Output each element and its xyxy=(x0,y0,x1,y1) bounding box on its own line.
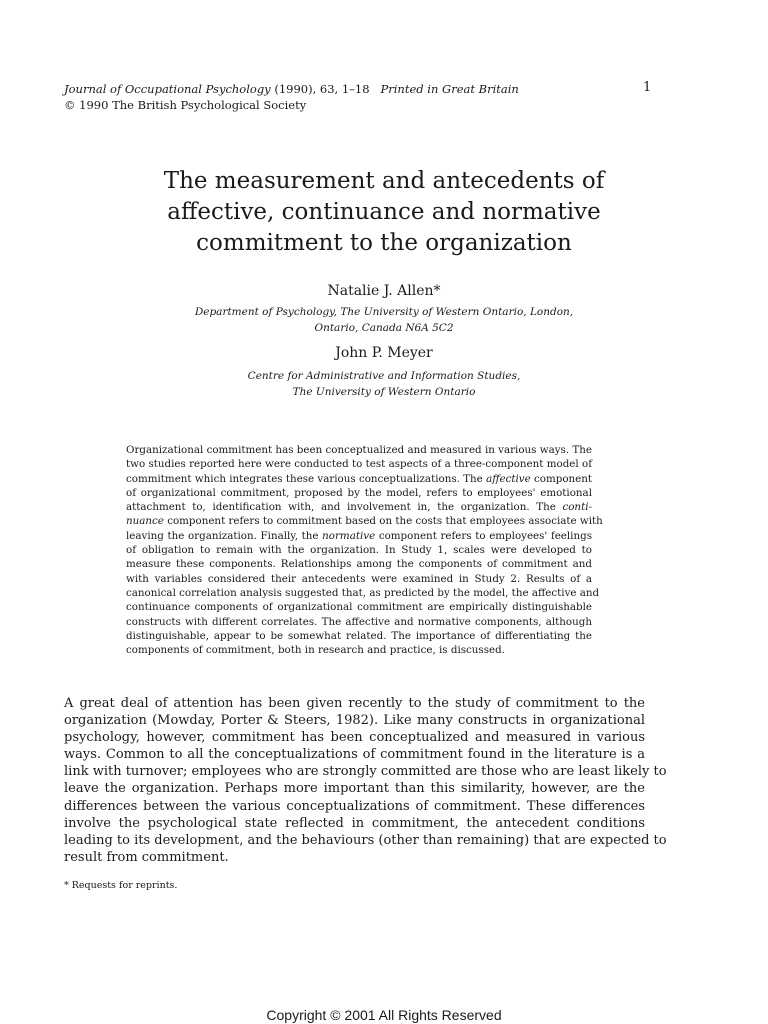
body-line: link with turnover; employees who are strongly committed are those who are least likely to xyxy=(64,764,667,780)
body-line: ways. Common to all the conceptualizations of commitment found in the literature is a xyxy=(64,747,645,763)
body-line: A great deal of attention has been given recently to the study of commitment to the xyxy=(64,696,645,711)
abstract xyxy=(126,443,603,657)
abstract-line: distinguishable, appear to be somewhat related. The importance of differentiating the xyxy=(126,629,592,642)
abstract-line: attachment to, identification with, and involvement in, the organization. The conti- xyxy=(126,501,592,514)
abstract-line: constructs with different correlates. The affective and normative components, although xyxy=(126,615,592,628)
emphasis-normative: normative xyxy=(322,529,376,542)
copyright-footer: Copyright © 2001 All Rights Reserved xyxy=(266,1007,502,1023)
affiliation-line: Department of Psychology, The University of Western Ontario, London, xyxy=(194,306,574,318)
abstract-line: two studies reported here were conducted to test aspects of a three-component model of xyxy=(126,458,592,471)
abstract-line: of organizational commitment, proposed by the model, refers to employees' emotional xyxy=(126,486,592,499)
author-affiliation xyxy=(100,304,668,336)
abstract-line: measure these components. Relationships among the components of commitment and xyxy=(126,558,592,571)
body-line: psychology, however, commitment has been conceptualized and measured in various xyxy=(64,730,645,746)
emphasis-continuance: conti- xyxy=(562,501,592,514)
title-line: commitment to the organization xyxy=(196,230,572,256)
author-name: Natalie J. Allen* xyxy=(327,283,441,299)
author-name: John P. Meyer xyxy=(335,345,433,361)
abstract-line: Organizational commitment has been conceptualized and measured in various ways. The xyxy=(126,444,592,456)
page-number: 1 xyxy=(643,80,652,95)
body-line: organization (Mowday, Porter & Steers, 1982). Like many constructs in organizational xyxy=(64,713,645,729)
body-paragraph xyxy=(64,695,667,866)
abstract-line: components of commitment, both in research and practice, is discussed. xyxy=(126,644,505,657)
journal-citation-line xyxy=(64,82,519,96)
affiliation-line: Ontario, Canada N6A 5C2 xyxy=(314,322,454,334)
author-affiliation xyxy=(100,368,668,400)
body-line: leave the organization. Perhaps more important than this similarity, however, are the xyxy=(64,781,645,797)
emphasis-affective: affective xyxy=(486,472,531,485)
affiliation-line: Centre for Administrative and Information Studies, xyxy=(247,370,521,382)
body-line: involve the psychological state reflected in commitment, the antecedent conditions xyxy=(64,815,645,831)
abstract-line: nuance component refers to commitment based on the costs that employees associate with xyxy=(126,515,603,528)
abstract-line: canonical correlation analysis suggested that, as predicted by the model, the affective and xyxy=(126,586,600,599)
printed-note: Printed in Great Britain xyxy=(380,82,519,96)
abstract-line: commitment which integrates these various conceptualizations. The affective component xyxy=(126,472,593,485)
journal-volume-pages: (1990), 63, 1–18 xyxy=(274,82,370,96)
body-line: differences between the various conceptualizations of commitment. These differences xyxy=(64,798,645,814)
abstract-line: of obligation to remain with the organization. In Study 1, scales were developed to xyxy=(126,544,592,557)
affiliation-line: The University of Western Ontario xyxy=(292,386,476,398)
title-line: affective, continuance and normative xyxy=(167,199,601,225)
body-line: result from commitment. xyxy=(64,849,229,865)
journal-name: Journal of Occupational Psychology xyxy=(64,82,271,96)
paper-title xyxy=(80,166,688,259)
emphasis-continuance: nuance xyxy=(126,515,164,528)
abstract-line: leaving the organization. Finally, the normative component refers to employees' feelings xyxy=(126,529,592,542)
abstract-line: continuance components of organizational commitment are empirically distinguishable xyxy=(126,601,592,614)
body-line: leading to its development, and the behaviours (other than remaining) that are expected to xyxy=(64,832,667,848)
abstract-line: with variables considered their antecedents were examined in Study 2. Results of a xyxy=(126,572,592,585)
copyright-line: © 1990 The British Psychological Society xyxy=(64,98,307,112)
footnote: * Requests for reprints. xyxy=(64,880,178,891)
title-line: The measurement and antecedents of xyxy=(163,168,605,194)
